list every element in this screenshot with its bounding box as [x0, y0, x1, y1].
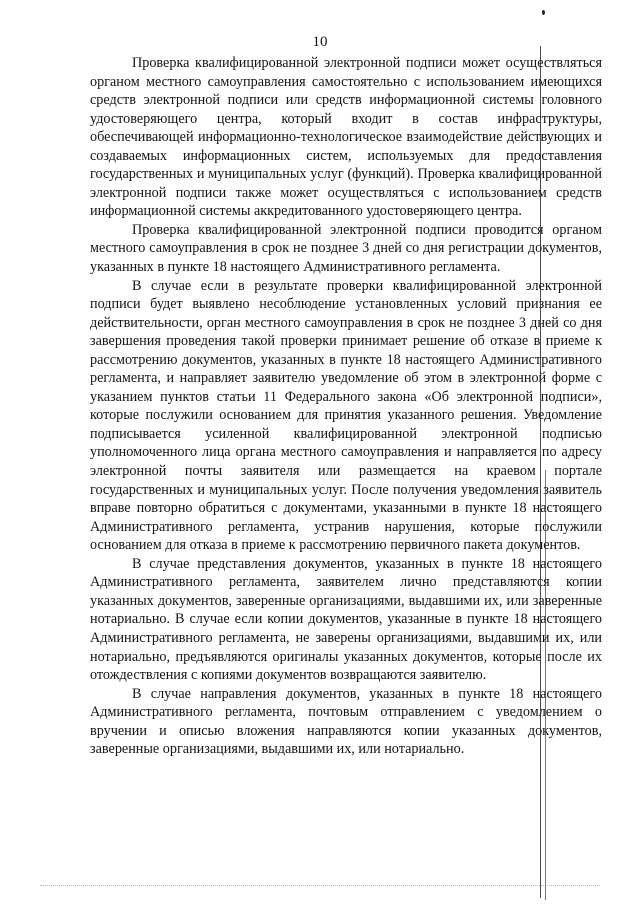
scan-artifact-line — [540, 46, 541, 898]
paragraph-verification-deadline: Проверка квалифицированной электронной подписи проводится органом местного самоуправления в срок не позднее 3 дней со дня регистрации документов, указанных в пункте 18 настоящего Административного регламента. — [90, 221, 602, 276]
paragraph-refusal-notice: В случае если в результате проверки квалифицированной электронной подписи будет выявлено несоблюдение установленных условий признания ее действительности, орган местного самоуправления в срок не позднее 3 дней со дня завершения проведения такой проверки принимает решение об отказе в приеме к рассмотрению документов, указанных в пункте 18 настоящего Административного регламента, и направляет заявителю уведомление об этом в электронной форме с указанием пунктов статьи 11 Федерального закона «Об электронной подписи», которые послужили основанием для принятия указанного решения. Уведомление подписывается усиленной квалифицированной электронной подписью уполномоченного лица органа местного самоуправления и направляется по адресу электронной почты заявителя или размещается на краевом портале государственных и муниципальных услуг. После получения уведомления заявитель вправе повторно обратиться с документами, указанными в пункте 18 настоящего Административного регламента, устранив нарушения, которые послужили основанием для отказа в приеме к рассмотрению первичного пакета документов. — [90, 277, 602, 554]
scan-bottom-noise — [40, 885, 600, 890]
scan-artifact-line-secondary — [545, 470, 546, 900]
body-text — [90, 54, 602, 759]
scan-speck — [542, 10, 545, 15]
paragraph-postal-submission: В случае направления документов, указанных в пункте 18 настоящего Административного регламента, почтовым отправлением с уведомлением о вручении и описью вложения направляются копии указанных документов, заверенные организациями, выдавшими их, или нотариально. — [90, 685, 602, 758]
paragraph-signature-verification: Проверка квалифицированной электронной подписи может осуществляться органом местного самоуправления самостоятельно с использованием имеющихся средств электронной подписи или средств информационной системы головного удостоверяющего центра, который входит в состав инфраструктуры, обеспечивающей информационно-технологическое взаимодействие действующих и создаваемых информационных систем, используемых для предоставления государственных и муниципальных услуг (функций). Проверка квалифицированной электронной подписи также может осуществляться с использованием средств информационной системы аккредитованного удостоверяющего центра. — [90, 55, 602, 220]
paragraph-personal-submission: В случае представления документов, указанных в пункте 18 настоящего Административного регламента, заявителем лично представляются копии указанных документов, заверенные организациями, выдавшими их, или заверенные нотариально. В случае если копии документов, указанные в пункте 18 настоящего Административного регламента, не заверены организациями, выдавшими их, или нотариально, предъявляются оригиналы указанных документов, которые после их отождествления с копиями документов возвращаются заявителю. — [90, 555, 602, 684]
page-number: 10 — [312, 34, 328, 50]
